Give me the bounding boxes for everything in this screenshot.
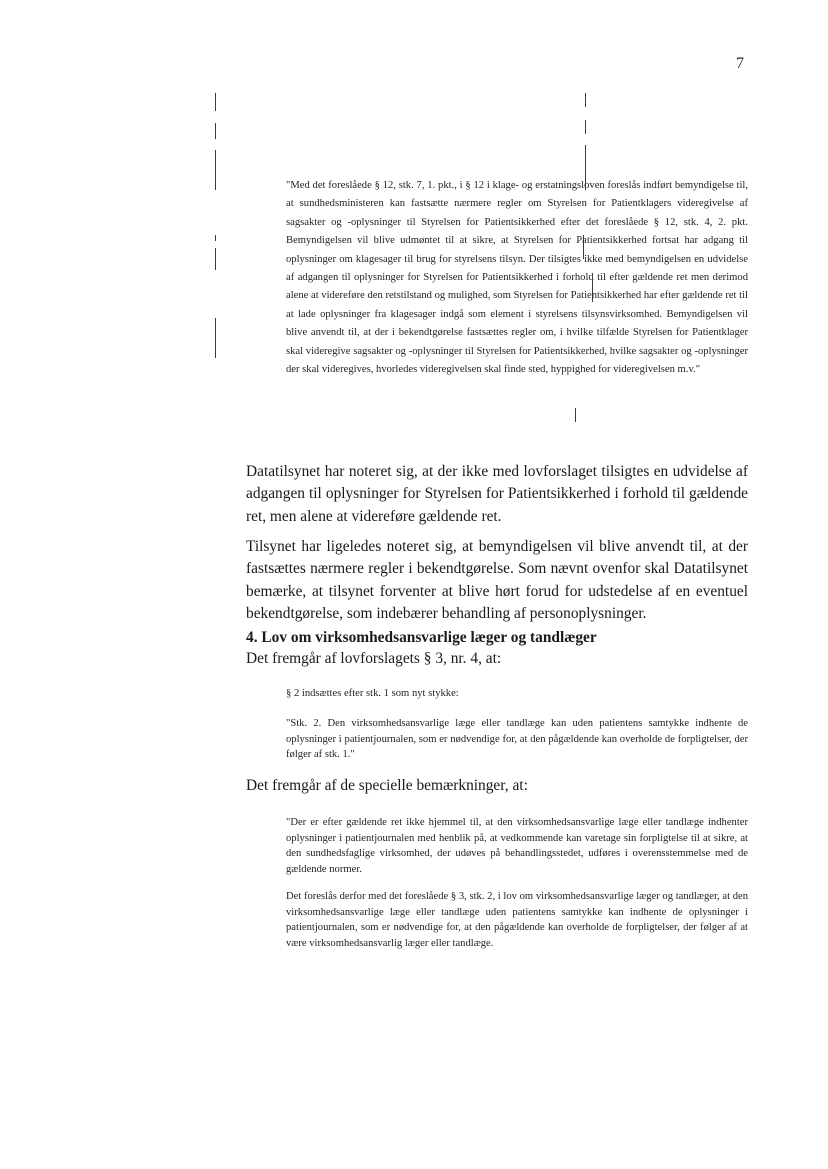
remark-2-text: Det foreslås derfor med det foreslåede § 3, stk. 2, i lov om virksomhedsansvarlige læger og tandlæger, at den virksomhedsansvarlige læge eller tandlæge uden patientens samtykke kan indhente de oplysninger i patientjournalen, som er nødvendige for, at den pågældende kan overholde de forpligtelser, der følger af at være virksomhedsansvarlig læger eller tandlæge.: [286, 891, 748, 949]
scan-mark: [215, 93, 216, 111]
stk-quote-text: "Stk. 2. Den virksomhedsansvarlige læge eller tandlæge kan uden patientens samtykke indhente de oplysninger i patientjournalen, som er nødvendige for, at den pågældende kan overholde de forpligtelser, der følger af stk. 1.": [286, 718, 748, 761]
remarks-intro: Det fremgår af de specielle bemærkninger, at:: [246, 777, 528, 794]
section-heading: 4. Lov om virksomhedsansvarlige læger og tandlæger: [246, 629, 597, 646]
remark-1: [286, 815, 748, 877]
insert-line-text: § 2 indsættes efter stk. 1 som nyt stykke:: [286, 688, 459, 699]
scan-mark: [215, 248, 216, 270]
remark-2: [286, 889, 748, 951]
insert-line: [286, 686, 748, 702]
remark-1-text: "Der er efter gældende ret ikke hjemmel til, at den virksomhedsansvarlige læge eller tandlæge indhenter oplysninger i patientjournalen med henblik på, at vedkommende kan varetage sin forpligtelse til at sikre, at den sundhedsfaglige virksomhed, der udøves på behandlingsstedet, udføres i overensstemmelse med de gældende normer.: [286, 817, 748, 875]
page-number: 7: [736, 55, 744, 72]
stk-quote: [286, 716, 748, 763]
paragraph-2-text: Tilsynet har ligeledes noteret sig, at bemyndigelsen vil blive anvendt til, at der fastsættes nærmere regler i bekendtgørelse. Som nævnt ovenfor skal Datatilsynet bemærke, at tilsynet forventer at blive hørt forud for udstedelse af en eventuel bekendtgørelse, som indebærer behandling af personoplysninger.: [246, 538, 748, 623]
paragraph-1: [246, 461, 748, 528]
scan-mark: [215, 235, 216, 241]
scan-mark: [575, 408, 576, 422]
scan-mark: [585, 120, 586, 134]
scan-mark: [585, 93, 586, 107]
scan-mark: [215, 150, 216, 190]
paragraph-1-text: Datatilsynet har noteret sig, at der ikke med lovforslaget tilsigtes en udvidelse af adgangen til oplysninger for Styrelsen for Patientsikkerhed i forhold til gældende ret, men alene at videreføre gældende ret.: [246, 463, 748, 525]
scan-mark: [215, 123, 216, 139]
section-intro: Det fremgår af lovforslagets § 3, nr. 4, at:: [246, 650, 502, 667]
scan-mark: [215, 318, 216, 358]
quote-text: "Med det foreslåede § 12, stk. 7, 1. pkt., i § 12 i klage- og erstatningsloven foreslås indført bemyndigelse til, at sundhedsministeren kan fastsætte nærmere regler om Styrelsen for Patientklagers videregivelse af sagsakter og -oplysninger til Styrelsen for Patientsikkerhed efter det foreslåede § 12, stk. 4, 2. pkt. Bemyndigelsen vil blive udmøntet til at sikre, at Styrelsen for Patientsikkerhed fortsat har adgang til oplysninger om klagesager til brug for styrelsens tilsyn. Der tilsigtes ikke med bemyndigelsen en udvidelse af adgangen til oplysninger for Styrelsen for Patientsikkerhed i forhold til efter gældende ret men derimod alene at videreføre den retstilstand og mulighed, som Styrelsen for Patientsikkerhed har efter gældende ret til at lade oplysninger fra klagesager indgå som element i styrelsens tilsynsvirksomhed. Bemyndigelsen vil blive anvendt til, at der i bekendtgørelse fastsættes regler om, i hvilke tilfælde Styrelsen for Patientklager skal videregive sagsakter og -oplysninger til Styrelsen for Patientsikkerhed, hvilke sagsakter og -oplysninger der skal videregives, hvorledes videregivelsen skal finde sted, hyppighed for videregivelsen m.v.": [286, 180, 748, 376]
quote-block: [286, 177, 748, 379]
paragraph-2: [246, 536, 748, 626]
